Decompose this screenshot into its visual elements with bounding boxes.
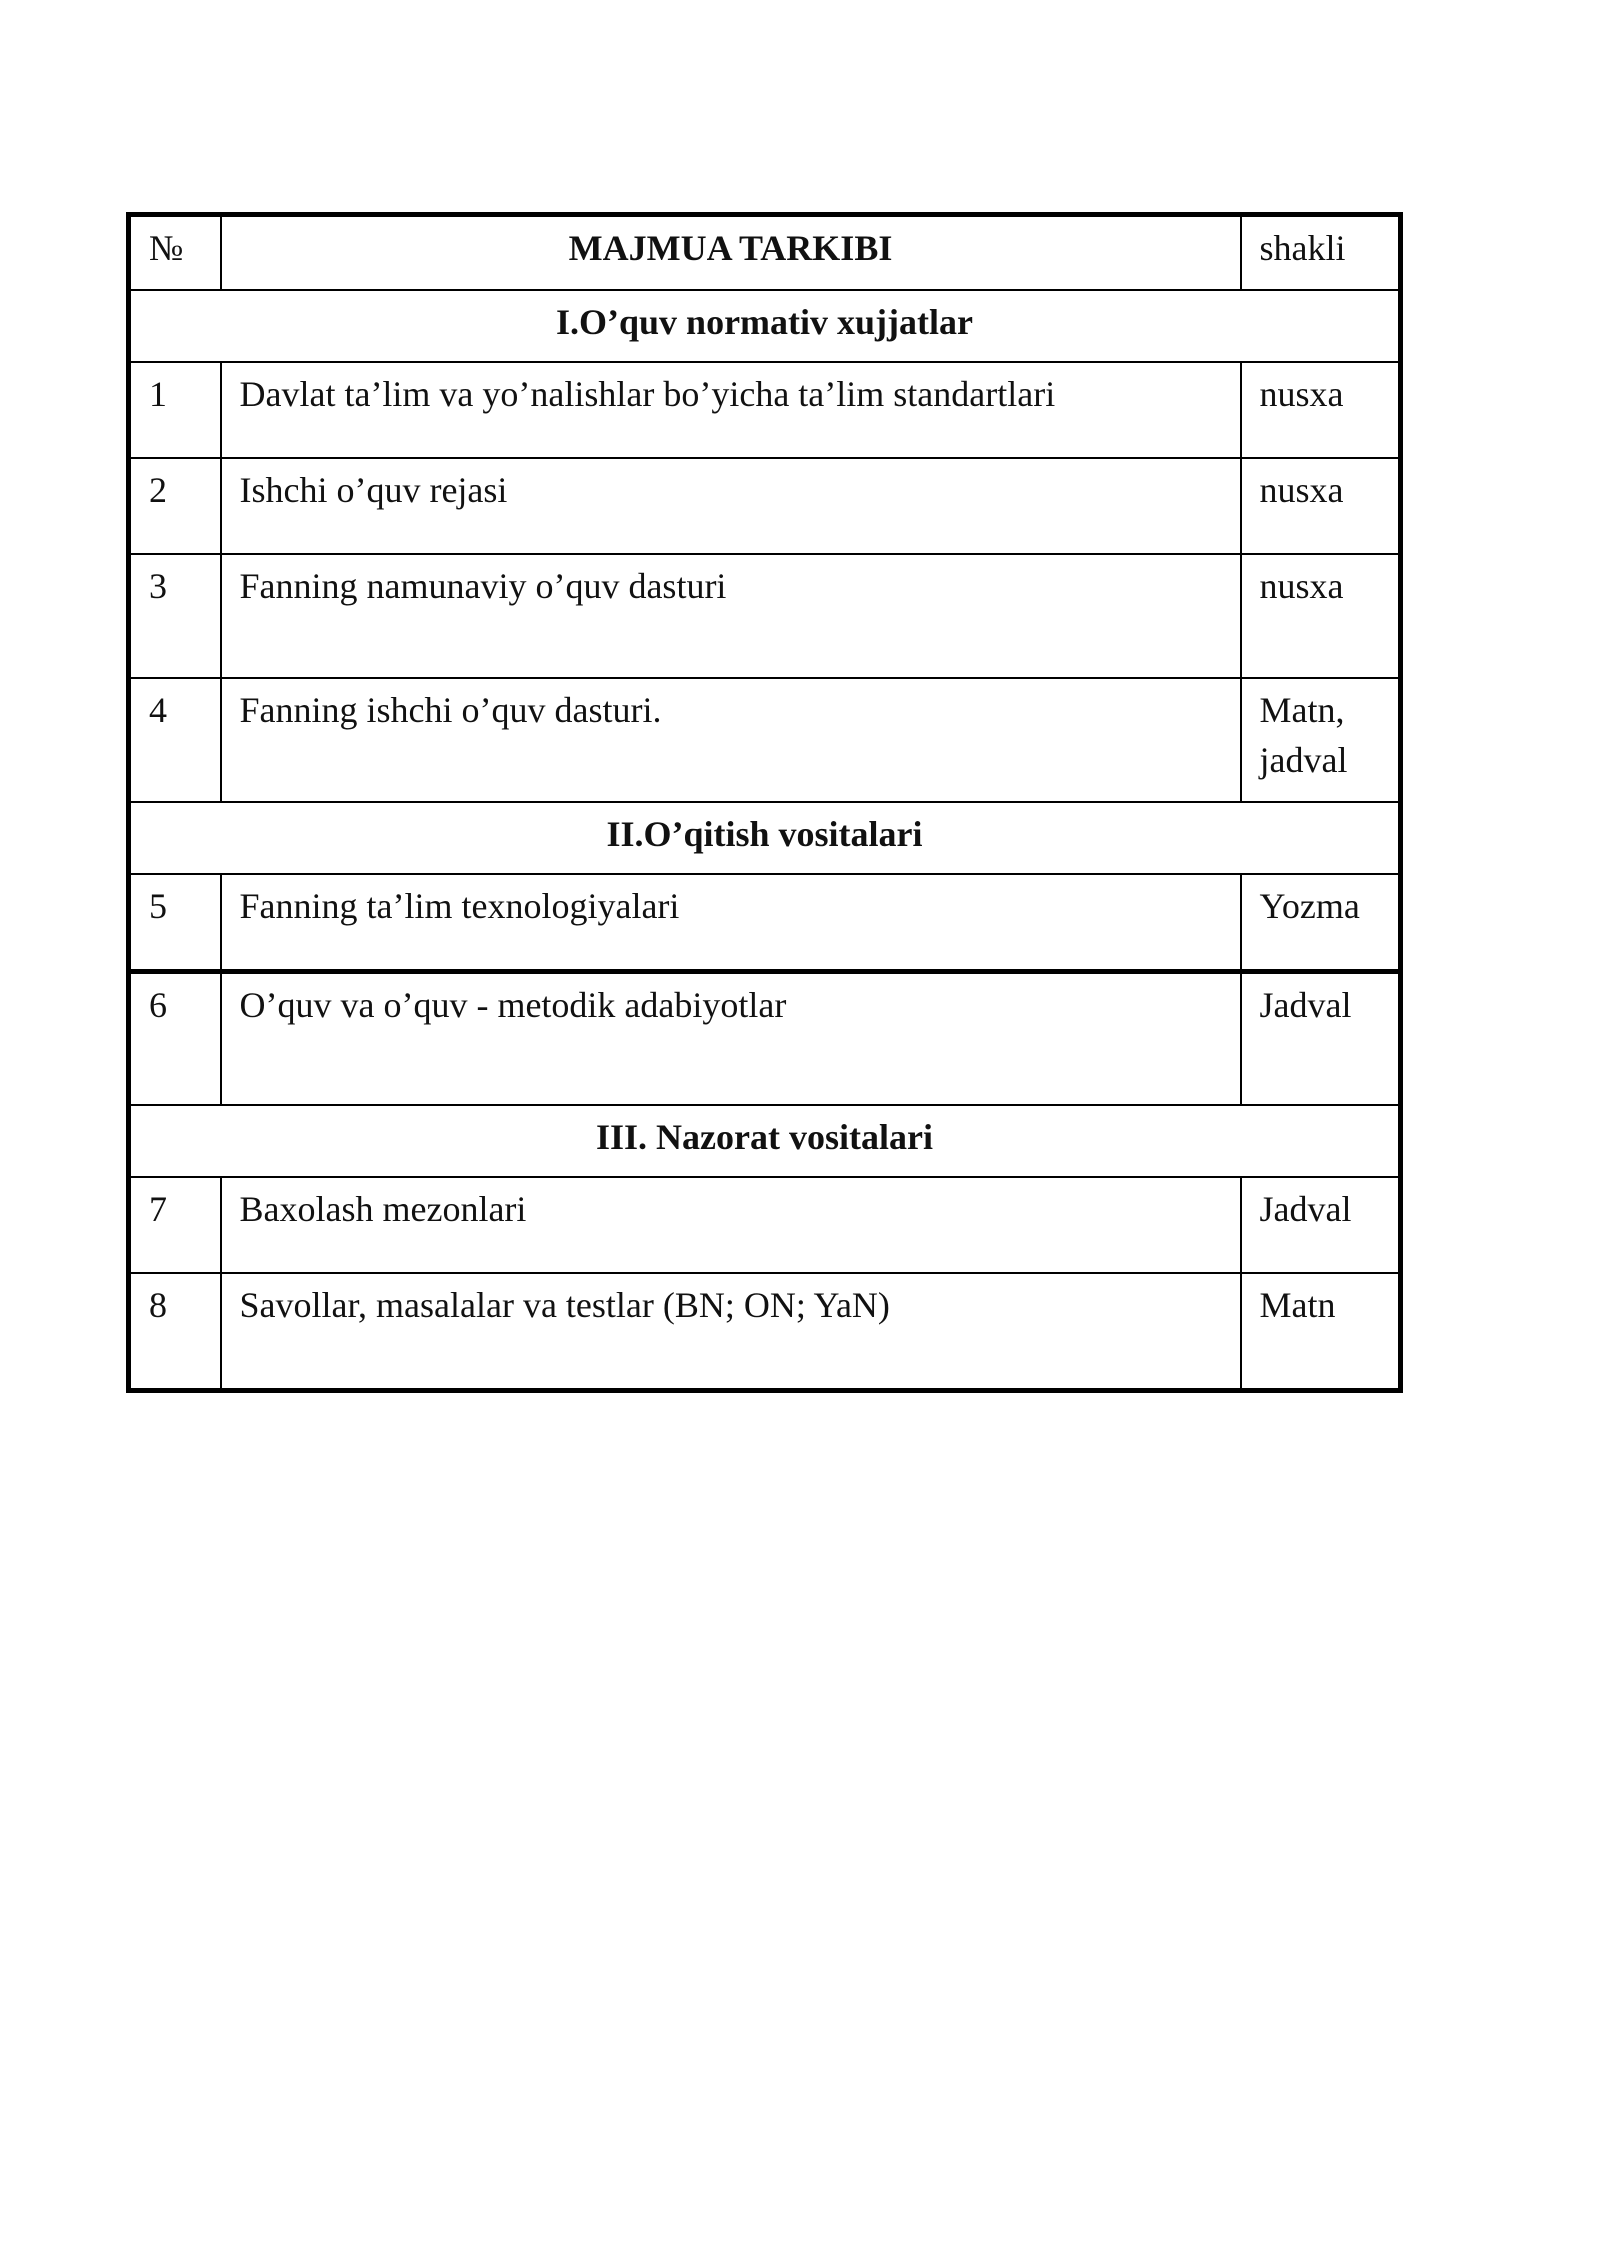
majmua-table (126, 212, 1403, 1393)
form-column-header: shakli (1241, 215, 1401, 291)
row-form: Yozma (1241, 874, 1401, 972)
table-row (129, 678, 1401, 802)
row-number: 6 (129, 972, 221, 1106)
title-column-header: MAJMUA TARKIBI (221, 215, 1241, 291)
row-content: Fanning ta’lim texnologiyalari (221, 874, 1241, 972)
row-form: Jadval (1241, 972, 1401, 1106)
row-content: Davlat ta’lim va yo’nalishlar bo’yicha ta’lim standartlari (221, 362, 1241, 458)
row-form: Matn, jadval (1241, 678, 1401, 802)
row-content: Fanning namunaviy o’quv dasturi (221, 554, 1241, 678)
section-title: I.O’quv normativ xujjatlar (129, 290, 1401, 362)
row-content: O’quv va o’quv - metodik adabiyotlar (221, 972, 1241, 1106)
table-row (129, 458, 1401, 554)
table-row (129, 1273, 1401, 1391)
section-row (129, 290, 1401, 362)
row-form: nusxa (1241, 458, 1401, 554)
row-content: Ishchi o’quv rejasi (221, 458, 1241, 554)
row-number: 5 (129, 874, 221, 972)
row-number: 2 (129, 458, 221, 554)
row-form: Matn (1241, 1273, 1401, 1391)
row-number: 7 (129, 1177, 221, 1273)
section-row (129, 1105, 1401, 1177)
row-number: 1 (129, 362, 221, 458)
row-form: nusxa (1241, 554, 1401, 678)
section-title: II.O’qitish vositalari (129, 802, 1401, 874)
section-row (129, 802, 1401, 874)
row-content: Savollar, masalalar va testlar (BN; ON; YaN) (221, 1273, 1241, 1391)
row-content: Baxolash mezonlari (221, 1177, 1241, 1273)
row-content: Fanning ishchi o’quv dasturi. (221, 678, 1241, 802)
section-title: III. Nazorat vositalari (129, 1105, 1401, 1177)
row-form: nusxa (1241, 362, 1401, 458)
row-number: 4 (129, 678, 221, 802)
row-number: 3 (129, 554, 221, 678)
number-column-header: № (129, 215, 221, 291)
table-row (129, 1177, 1401, 1273)
table-row (129, 874, 1401, 972)
row-number: 8 (129, 1273, 221, 1391)
table-row (129, 554, 1401, 678)
table-header-row (129, 215, 1401, 291)
table-row (129, 972, 1401, 1106)
table-row (129, 362, 1401, 458)
row-form: Jadval (1241, 1177, 1401, 1273)
